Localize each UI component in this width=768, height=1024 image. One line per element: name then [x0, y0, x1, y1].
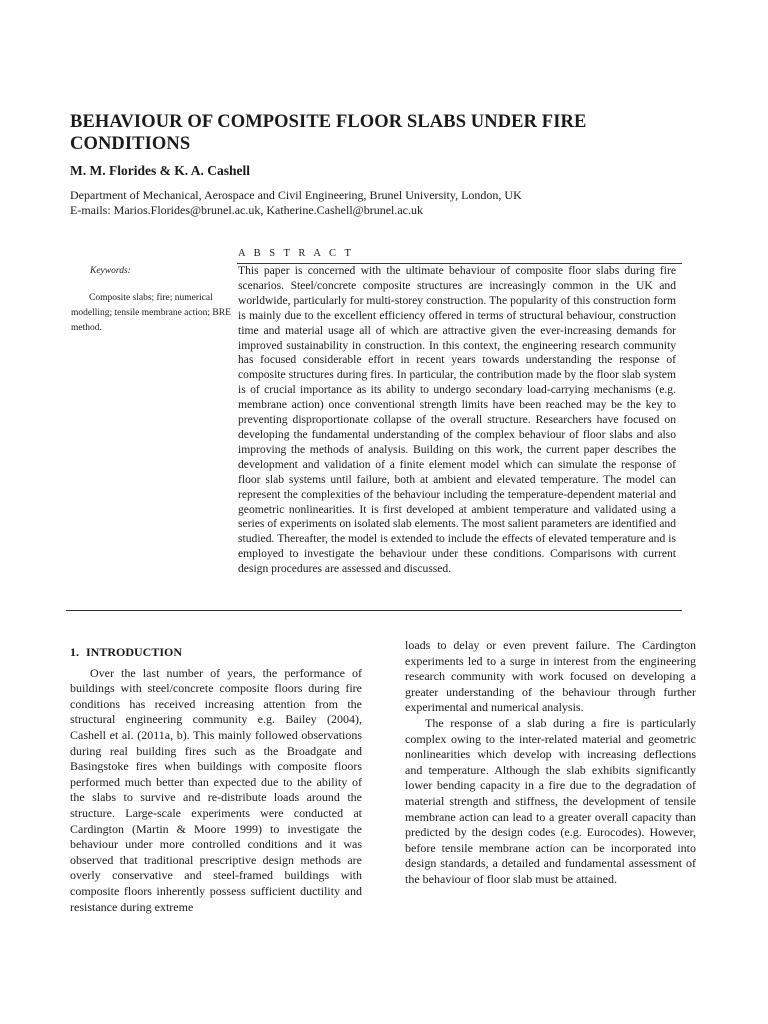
paper-title: BEHAVIOUR OF COMPOSITE FLOOR SLABS UNDER FIRE CONDITIONS [70, 112, 587, 154]
abstract-heading: A B S T R A C T [238, 248, 354, 259]
section-heading [70, 645, 362, 661]
affiliation-line: Department of Mechanical, Aerospace and Civil Engineering, Brunel University, London, UK [70, 188, 522, 202]
intro-paragraph-2: The response of a slab during a fire is particularly complex owing to the inter-related material and geometric nonlinearities which develop with increasing deflections and temperature. Although the slab exhibits significantly lower bending capacity in a fire due to the degradation of material strength and stiffness, the development of tensile membrane action can lead to a greater overall capacity than predicted by the design codes (e.g. Eurocodes). However, before tensile membrane action can be incorporated into design standards, a detailed and fundamental assessment of the behaviour of floor slab must be attained. [405, 715, 696, 886]
intro-paragraph-continued: loads to delay or even prevent failure. The Cardington experiments led to a surge in interest from the engineering research community with work focused on developing a greater understanding of the behaviour through further experimental and numerical analysis. [405, 638, 696, 715]
section-number: 1. [70, 645, 79, 659]
section-title: INTRODUCTION [86, 645, 183, 659]
email-line: E-mails: Marios.Florides@brunel.ac.uk, Katherine.Cashell@brunel.ac.uk [70, 203, 424, 217]
abstract-bottom-rule [66, 610, 682, 611]
abstract-body: This paper is concerned with the ultimate behaviour of composite floor slabs during fire scenarios. Steel/concrete composite structures are increasingly common in the UK and worldwide, particularly for multi-storey construction. The popularity of this construction form is mainly due to the excellent efficiency offered in terms of structural behaviour, construction time and material usage all of which are attractive given the ever-increasing demands for improved sustainability in construction. In this context, the engineering research community has focused considerable effort in recent years towards understanding the response of composite structures during fires. In particular, the contribution made by the floor slab system is of crucial importance as its ability to undergo secondary load-carrying mechanisms (e.g. membrane action) once conventional strength limits have been reached may be the key to preventing disproportionate collapse of the overall structure. Researchers have focused on developing the fundamental understanding of the complex behaviour of floor slabs and also improving the methods of analysis. Building on this work, the current paper describes the development and validation of a finite element model which can simulate the response of floor slab systems until failure, both at ambient and elevated temperature. The model can represent the complexities of the behaviour including the temperature-dependent material and geometric nonlinearities. It is first developed at ambient temperature and validated using a series of experiments on isolated slab elements. The most salient parameters are identified and studied. Thereafter, the model is extended to include the effects of elevated temperature and is employed to investigate the behaviour under these conditions. Comparisons with current design procedures are assessed and discussed. [238, 264, 676, 576]
paper-authors: M. M. Florides & K. A. Cashell [70, 163, 250, 178]
keywords-label: Keywords: [90, 266, 131, 276]
left-column [70, 638, 362, 915]
author-affiliation-block [70, 188, 690, 218]
right-column [405, 638, 696, 888]
intro-paragraph-1: Over the last number of years, the performance of buildings with steel/concrete composite floors during fire conditions has received increasing attention from the structural engineering community e.g. Bailey (2004), Cashell et al. (2011a, b). This mainly followed observations during real building fires such as the Broadgate and Basingstoke fires when buildings with composite floors performed much better than expected due to the ability of the slabs to survive and re-distribute loads around the structure. Large-scale experiments were conducted at Cardington (Martin & Moore 1999) to investigate the behaviour under more controlled conditions and it was observed that traditional prescriptive design methods are overly conservative and steel-framed buildings with composite floors inherently possess sufficient ductility and resistance during extreme [70, 665, 362, 914]
keywords-text: Composite slabs; fire; numerical modelling; tensile membrane action; BRE method. [71, 293, 231, 333]
